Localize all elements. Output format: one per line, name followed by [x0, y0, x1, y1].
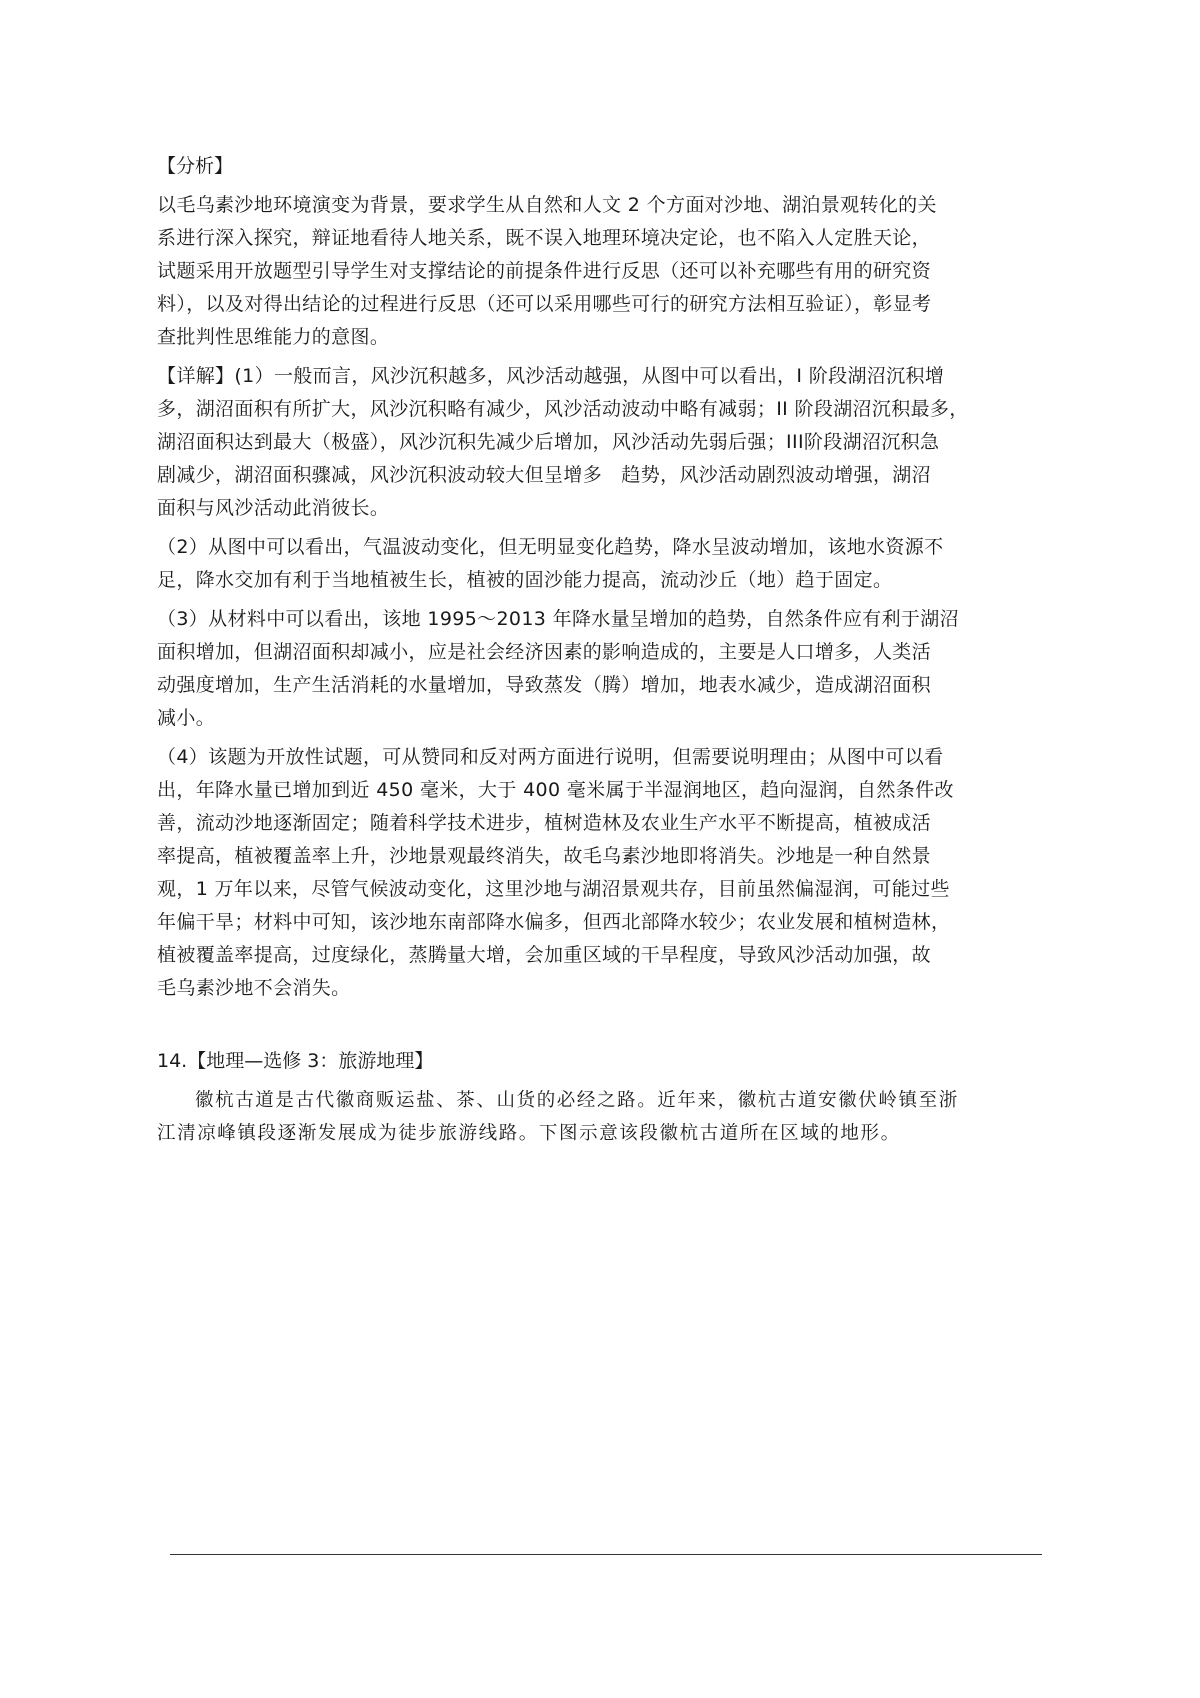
detail-line: （3）从材料中可以看出，该地 1995～2013 年降水量呈增加的趋势，自然条件应有利于湖沼: [157, 608, 959, 630]
detail-line: 减小。: [157, 707, 216, 729]
detail-line: 年偏干旱；材料中可知，该沙地东南部降水偏多，但西北部降水较少；农业发展和植树造林，: [157, 911, 951, 933]
detail-part-1: [157, 360, 1047, 525]
page-content: [157, 150, 1047, 1150]
question-14: [157, 1045, 1047, 1150]
analysis-heading: 【分析】: [157, 155, 234, 177]
detail-part-4: [157, 741, 1047, 1005]
detail-line: 率提高，植被覆盖率上升，沙地景观最终消失，故毛乌素沙地即将消失。沙地是一种自然景: [157, 845, 932, 867]
analysis-line: 料），以及对得出结论的过程进行反思（还可以采用哪些可行的研究方法相互验证），彰显考: [157, 293, 932, 315]
analysis-line: 查批判性思维能力的意图。: [157, 326, 390, 348]
detail-line: 毛乌素沙地不会消失。: [157, 977, 351, 999]
detail-line: （2）从图中可以看出，气温波动变化，但无明显变化趋势，降水呈波动增加，该地水资源不: [157, 536, 944, 558]
detail-line: 动强度增加，生产生活消耗的水量增加，导致蒸发（腾）增加，地表水减少，造成湖沼面积: [157, 674, 932, 696]
question-14-line: 徽杭古道是古代徽商贩运盐、茶、山货的必经之路。近年来，徽杭古道安徽伏岭镇至浙: [195, 1090, 959, 1111]
detail-line: 剧减少，湖沼面积骤减，风沙沉积波动较大但呈增多 趋势，风沙活动剧烈波动增强，湖沼: [157, 464, 932, 486]
question-14-line: 江清凉峰镇段逐渐发展成为徒步旅游线路。下图示意该段徽杭古道所在区域的地形。: [157, 1123, 901, 1144]
detail-line: 出，年降水量已增加到近 450 毫米，大于 400 毫米属于半湿润地区，趋向湿润，自然条件改: [157, 779, 954, 801]
detail-line: 【详解】(1）一般而言，风沙沉积越多，风沙活动越强，从图中可以看出，I 阶段湖沼沉积增: [157, 365, 945, 387]
question-14-title: 14.【地理—选修 3：旅游地理】: [157, 1050, 434, 1072]
detail-line: （4）该题为开放性试题，可从赞同和反对两方面进行说明，但需要说明理由；从图中可以看: [157, 746, 944, 768]
analysis-section: [157, 150, 1047, 354]
detail-line: 足，降水交加有利于当地植被生长，植被的固沙能力提高，流动沙丘（地）趋于固定。: [157, 569, 893, 591]
detail-part-2: [157, 531, 1047, 597]
detail-line: 多，湖沼面积有所扩大，风沙沉积略有减少，风沙活动波动中略有减弱；II 阶段湖沼沉积最多，: [157, 398, 969, 420]
analysis-line: 试题采用开放题型引导学生对支撑结论的前提条件进行反思（还可以补充哪些有用的研究资: [157, 260, 932, 282]
detail-line: 植被覆盖率提高，过度绿化，蒸腾量大增，会加重区域的干旱程度，导致风沙活动加强，故: [157, 944, 932, 966]
analysis-line: 系进行深入探究，辩证地看待人地关系，既不误入地理环境决定论，也不陷入人定胜天论，: [157, 227, 932, 249]
detail-line: 面积增加，但湖沼面积却减小，应是社会经济因素的影响造成的，主要是人口增多，人类活: [157, 641, 932, 663]
analysis-line: 以毛乌素沙地环境演变为背景，要求学生从自然和人文 2 个方面对沙地、湖泊景观转化的关: [157, 194, 937, 216]
footer-rule: [170, 1554, 1042, 1555]
detail-part-3: [157, 603, 1047, 735]
section-gap: [157, 1005, 1047, 1045]
detail-line: 面积与风沙活动此消彼长。: [157, 497, 390, 519]
analysis-paragraph: [157, 189, 1047, 354]
detail-line: 观，1 万年以来，尽管气候波动变化，这里沙地与湖沼景观共存，目前虽然偏湿润，可能过些: [157, 878, 950, 900]
detail-line: 善，流动沙地逐渐固定；随着科学技术进步，植树造林及农业生产水平不断提高，植被成活: [157, 812, 932, 834]
question-14-body: [157, 1084, 1047, 1150]
detail-line: 湖沼面积达到最大（极盛），风沙沉积先减少后增加，风沙活动先弱后强；III阶段湖沼沉积急: [157, 431, 940, 453]
